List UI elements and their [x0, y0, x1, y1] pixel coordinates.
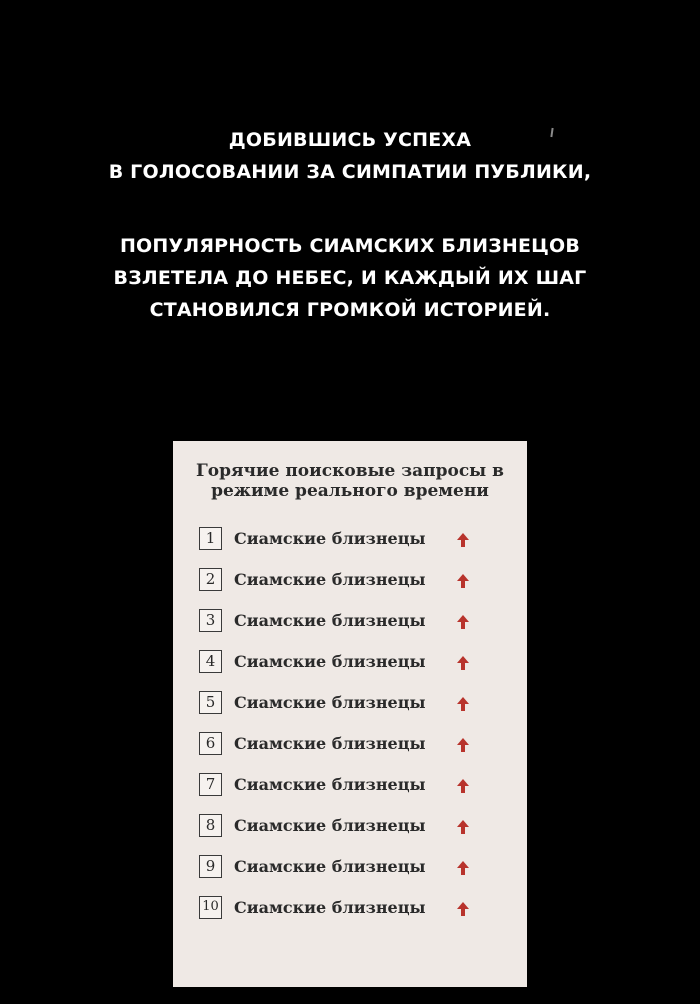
search-term-label: Сиамские близнецы: [234, 857, 426, 876]
trending-list-item[interactable]: [173, 855, 527, 896]
trending-list-item[interactable]: [173, 609, 527, 650]
trending-list-item[interactable]: [173, 814, 527, 855]
search-term-label: Сиамские близнецы: [234, 898, 426, 917]
trending-list-item[interactable]: [173, 650, 527, 691]
panel-title-line: Горячие поисковые запросы в: [196, 461, 504, 481]
search-term-label: Сиамские близнецы: [234, 693, 426, 712]
rank-number: 3: [199, 609, 222, 632]
up-arrow-icon: [456, 737, 470, 753]
rank-number: 6: [199, 732, 222, 755]
rank-number: 2: [199, 568, 222, 591]
trending-list-item[interactable]: [173, 568, 527, 609]
rank-number: 10: [199, 896, 222, 919]
search-term-label: Сиамские близнецы: [234, 816, 426, 835]
rank-number: 4: [199, 650, 222, 673]
narration-caption-2: [0, 230, 700, 326]
search-term-label: Сиамские близнецы: [234, 652, 426, 671]
trending-list: [173, 527, 527, 937]
caption-line: ДОБИВШИСЬ УСПЕХА: [228, 129, 472, 151]
trending-list-item[interactable]: [173, 527, 527, 568]
search-term-label: Сиамские близнецы: [234, 775, 426, 794]
up-arrow-icon: [456, 778, 470, 794]
trending-list-item[interactable]: [173, 773, 527, 814]
panel-title: [173, 461, 527, 501]
caption-line: ВЗЛЕТЕЛА ДО НЕБЕС, И КАЖДЫЙ ИХ ШАГ: [113, 267, 587, 289]
search-term-label: Сиамские близнецы: [234, 529, 426, 548]
caption-line: ПОПУЛЯРНОСТЬ СИАМСКИХ БЛИЗНЕЦОВ: [119, 235, 581, 257]
search-term-label: Сиамские близнецы: [234, 570, 426, 589]
up-arrow-icon: [456, 655, 470, 671]
search-term-label: Сиамские близнецы: [234, 611, 426, 630]
rank-number: 8: [199, 814, 222, 837]
up-arrow-icon: [456, 696, 470, 712]
up-arrow-icon: [456, 901, 470, 917]
trending-list-item[interactable]: [173, 732, 527, 773]
rank-number: 9: [199, 855, 222, 878]
rank-number: 5: [199, 691, 222, 714]
trending-searches-panel: [173, 441, 527, 987]
rank-number: 1: [199, 527, 222, 550]
caption-line: СТАНОВИЛСЯ ГРОМКОЙ ИСТОРИЕЙ.: [149, 299, 551, 321]
up-arrow-icon: [456, 573, 470, 589]
caption-line: В ГОЛОСОВАНИИ ЗА СИМПАТИИ ПУБЛИКИ,: [108, 161, 592, 183]
panel-title-line: режиме реального времени: [211, 481, 489, 501]
trending-list-item[interactable]: [173, 691, 527, 732]
up-arrow-icon: [456, 614, 470, 630]
up-arrow-icon: [456, 532, 470, 548]
up-arrow-icon: [456, 819, 470, 835]
up-arrow-icon: [456, 860, 470, 876]
search-term-label: Сиамские близнецы: [234, 734, 426, 753]
trending-list-item[interactable]: [173, 896, 527, 937]
narration-caption-1: [0, 124, 700, 188]
rank-number: 7: [199, 773, 222, 796]
